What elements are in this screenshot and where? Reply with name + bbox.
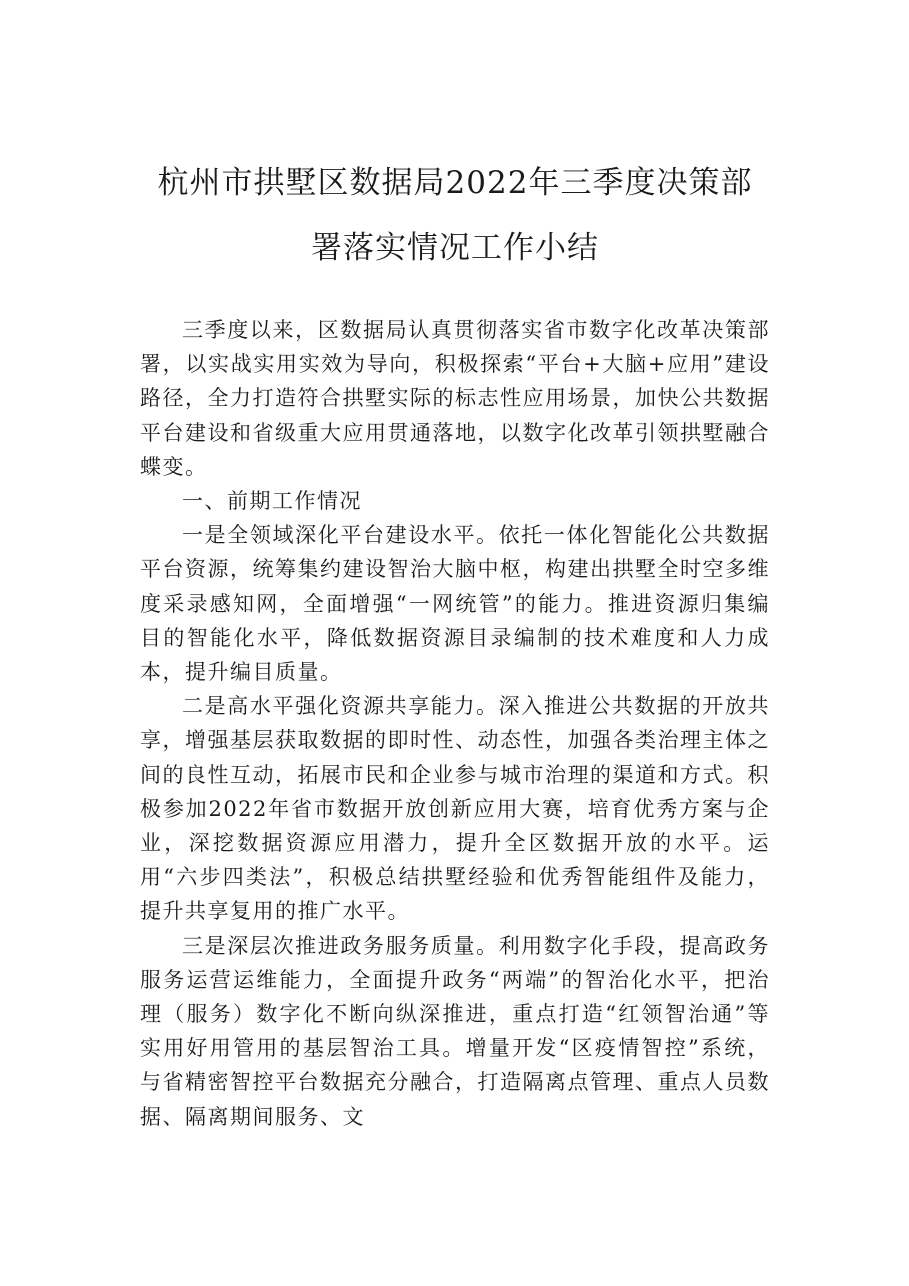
document-title-line-1: 杭州市拱墅区数据局2022年三季度决策部 <box>157 165 753 201</box>
intro-paragraph: 三季度以来，区数据局认真贯彻落实省市数字化改革决策部署，以实战实用实效为导向，积极探索“平台+大脑+应用”建设路径，全力打造符合拱墅实际的标志性应用场景，加快公共数据平台建设和省级重大应用贯通落地，以数字化改革引领拱墅融合蝶变。 <box>140 318 770 479</box>
paragraph-resource-sharing: 二是高水平强化资源共享能力。深入推进公共数据的开放共享，增强基层获取数据的即时性、动态性，加强各类治理主体之间的良性互动，拓展市民和企业参与城市治理的渠道和方式。积极参加2022年省市数据开放创新应用大赛，培育优秀方案与企业，深挖数据资源应用潜力，提升全区数据开放的水平。运用“六步四类法”，积极总结拱墅经验和优秀智能组件及能力，提升共享复用的推广水平。 <box>140 694 770 924</box>
paragraph-platform-construction: 一是全领域深化平台建设水平。依托一体化智能化公共数据平台资源，统筹集约建设智治大脑中枢，构建出拱墅全时空多维度采录感知网，全面增强“一网统管”的能力。推进资源归集编目的智能化水平，降低数据资源目录编制的技术难度和人力成本，提升编目质量。 <box>140 523 770 685</box>
document-body <box>140 313 770 1134</box>
paragraph-government-services: 三是深层次推进政务服务质量。利用数字化手段，提高政务服务运营运维能力，全面提升政务“两端”的智治化水平，把治理（服务）数字化不断向纵深推进，重点打造“红领智治通”等实用好用管用的基层智治工具。增量开发“区疫情智控”系统，与省精密智控平台数据充分融合，打造隔离点管理、重点人员数据、隔离期间服务、文 <box>140 933 770 1129</box>
document-title-line-2: 署落实情况工作小结 <box>311 230 599 266</box>
section-heading-previous-work: 一、前期工作情况 <box>182 489 362 514</box>
